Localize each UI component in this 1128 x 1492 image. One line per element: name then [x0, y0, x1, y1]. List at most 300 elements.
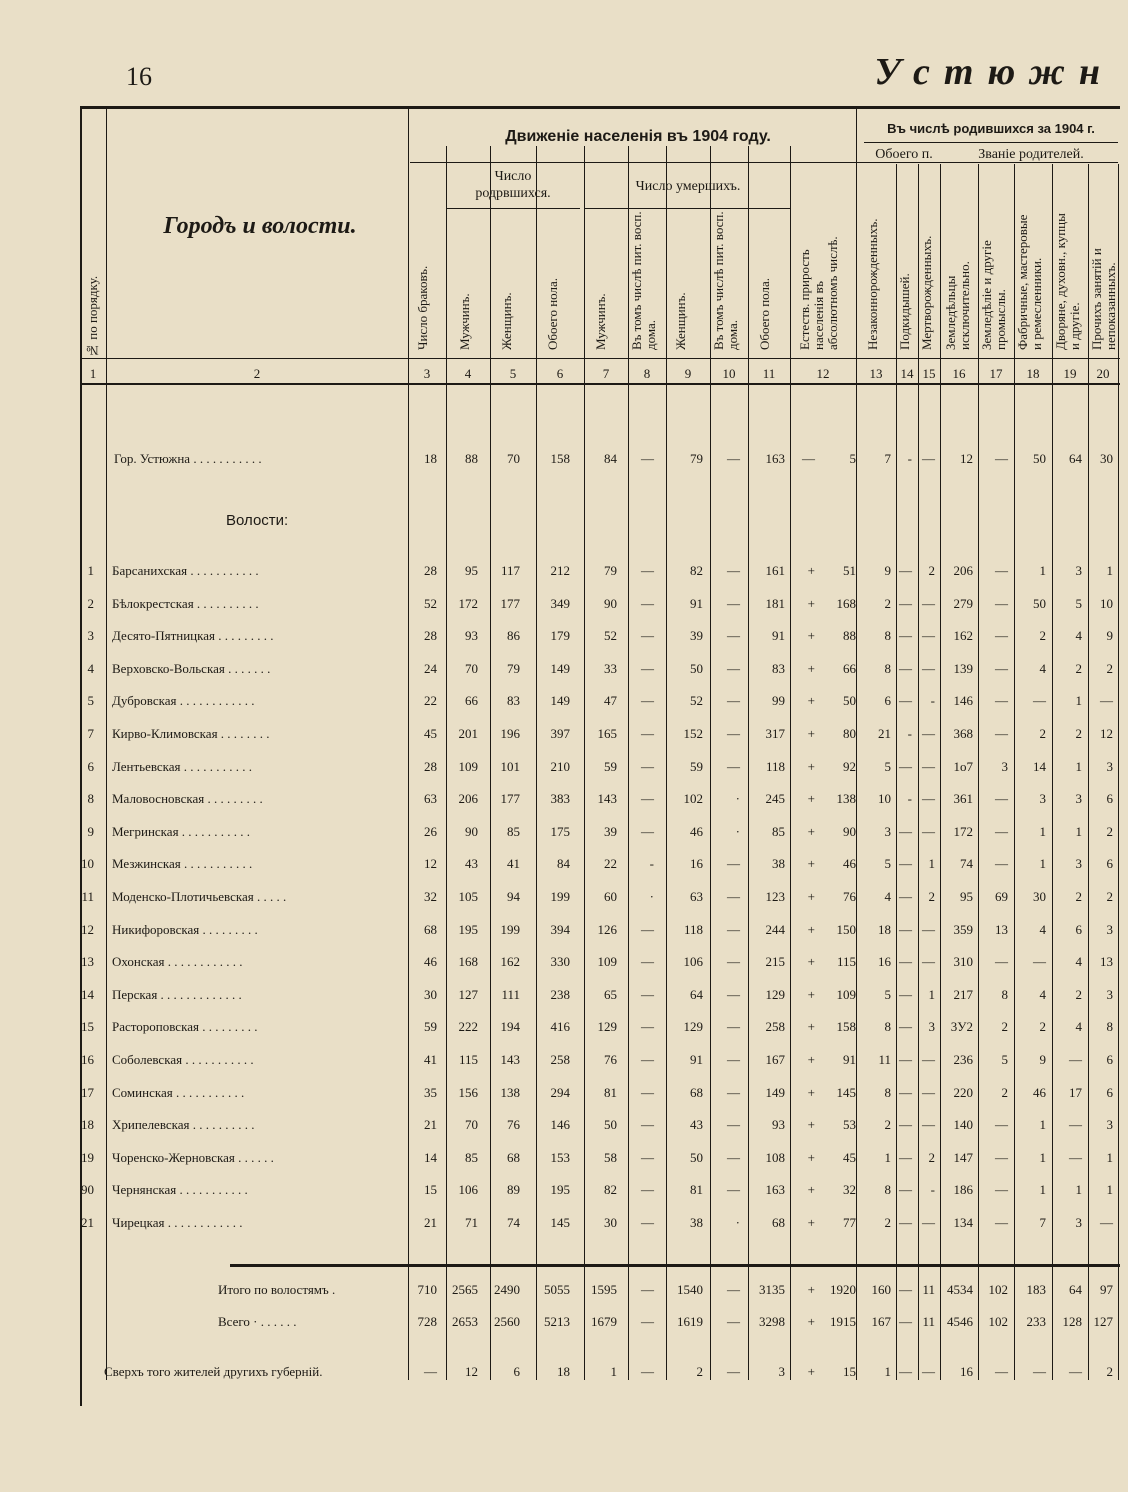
table-cell: — — [727, 1182, 740, 1198]
table-cell: 21 — [424, 1215, 437, 1230]
table-cell: 1920 — [830, 1282, 856, 1297]
table-cell: 172 — [458, 595, 478, 611]
row-name: Десято-Пятницкая . . . . . . . . . — [112, 628, 274, 644]
table-cell: 2 — [696, 1364, 703, 1379]
table-cell: 8 — [884, 1182, 891, 1198]
table-cell: 22 — [424, 693, 437, 709]
table-cell: 2 — [1001, 1084, 1008, 1100]
table-cell: 2 — [1039, 628, 1046, 644]
table-cell: — — [1033, 693, 1046, 709]
table-cell: 2 — [928, 889, 935, 904]
row-name: Маловосновская . . . . . . . . . — [112, 791, 263, 807]
table-cell: 38 — [772, 856, 785, 872]
table-cell: — — [641, 1282, 654, 1297]
table-cell: 165 — [597, 726, 617, 741]
table-cell: 106 — [458, 1182, 478, 1198]
table-cell: — — [899, 1117, 912, 1133]
table-cell: 1 — [884, 1149, 891, 1165]
table-cell: 66 — [843, 660, 856, 676]
table-cell: 106 — [683, 954, 703, 970]
table-cell: · — [735, 823, 740, 839]
table-cell: 80 — [843, 726, 856, 741]
column-header: Земледѣліе и другіе промыслы. — [979, 240, 1008, 350]
table-cell: 4 — [1075, 628, 1082, 644]
table-cell: 143 — [597, 791, 617, 807]
table-cell: 1 — [1075, 693, 1082, 709]
table-cell: 5 — [1075, 595, 1082, 611]
table-cell: + — [807, 791, 815, 807]
table-cell: 84 — [557, 856, 570, 872]
table-cell: 4 — [1039, 660, 1046, 676]
table-cell: 35 — [424, 1084, 437, 1100]
table-cell: 2 — [1075, 986, 1082, 1002]
table-cell: — — [995, 693, 1008, 709]
header-region: Городъ и волости. — [163, 213, 357, 239]
table-cell: 181 — [765, 595, 785, 611]
table-cell: 68 — [690, 1084, 703, 1100]
table-cell: 158 — [836, 1019, 856, 1035]
table-cell: 84 — [604, 451, 617, 466]
table-cell: — — [641, 1019, 654, 1035]
row-number: 1 — [87, 563, 94, 578]
row-number: 19 — [81, 1149, 94, 1165]
table-cell: 279 — [953, 595, 973, 611]
column-number: 6 — [556, 366, 564, 381]
table-cell: 5055 — [544, 1282, 570, 1297]
table-cell: 2 — [1106, 1364, 1113, 1379]
table-cell: 317 — [765, 726, 785, 741]
row-name: Всего · . . . . . . — [218, 1314, 297, 1329]
table-cell: — — [727, 693, 740, 709]
table-cell: — — [995, 1182, 1008, 1198]
table-cell: 710 — [417, 1282, 437, 1297]
table-cell: 8 — [884, 660, 891, 676]
table-cell: 58 — [604, 1149, 617, 1165]
table-cell: 129 — [683, 1019, 703, 1035]
column-number: 4 — [464, 366, 472, 381]
row-name: Верховско-Вольская . . . . . . . — [112, 660, 271, 676]
table-cell: — — [995, 563, 1008, 578]
header-rule — [80, 358, 1120, 359]
table-cell: 168 — [836, 595, 856, 611]
table-cell: - — [649, 856, 654, 872]
table-cell: 4 — [884, 889, 891, 904]
table-cell: 6 — [884, 693, 891, 709]
table-cell: — — [995, 1149, 1008, 1165]
table-cell: — — [641, 1215, 654, 1230]
table-cell: 88 — [465, 451, 478, 466]
table-cell: — — [641, 823, 654, 839]
table-cell: 30 — [1033, 889, 1046, 904]
table-cell: 70 — [465, 1117, 478, 1133]
table-cell: 233 — [1026, 1314, 1046, 1329]
table-cell: 109 — [597, 954, 617, 970]
row-number: 13 — [81, 954, 94, 970]
table-cell: 85 — [465, 1149, 478, 1165]
table-cell: 59 — [690, 758, 703, 774]
table-cell: 60 — [604, 889, 617, 904]
table-cell: 330 — [550, 954, 570, 970]
table-cell: 33 — [604, 660, 617, 676]
table-cell: + — [807, 1215, 815, 1230]
column-number: 1 — [89, 366, 97, 381]
table-cell: + — [807, 1084, 815, 1100]
table-cell: — — [641, 791, 654, 807]
table-cell: 2 — [1106, 889, 1113, 904]
table-cell: 175 — [550, 823, 570, 839]
row-name: Чоренско-Жерновская . . . . . . — [112, 1149, 274, 1165]
table-cell: 150 — [836, 921, 856, 937]
table-cell: 163 — [765, 1182, 785, 1198]
table-cell: 64 — [690, 986, 703, 1002]
table-cell: 21 — [878, 726, 891, 741]
table-cell: 177 — [500, 595, 520, 611]
table-cell: 349 — [550, 595, 570, 611]
table-cell: — — [899, 1282, 912, 1297]
table-cell: 3 — [1075, 563, 1082, 578]
table-cell: · — [649, 889, 654, 904]
table-cell: 118 — [765, 758, 785, 774]
table-cell: 6 — [1106, 1052, 1113, 1067]
table-cell: — — [922, 758, 935, 774]
table-cell: 39 — [604, 823, 617, 839]
table-cell: 1595 — [591, 1282, 617, 1297]
table-cell: 115 — [458, 1052, 478, 1067]
table-cell: 3298 — [759, 1314, 785, 1329]
table-cell: 115 — [836, 954, 856, 970]
table-cell: 258 — [550, 1052, 570, 1067]
table-cell: 93 — [772, 1117, 785, 1133]
table-cell: 1 — [1039, 563, 1046, 578]
table-cell: 81 — [604, 1084, 617, 1100]
table-cell: 24 — [424, 660, 437, 676]
table-cell: — — [727, 628, 740, 644]
row-number: 12 — [81, 921, 94, 937]
table-cell: 3135 — [759, 1282, 785, 1297]
table-cell: 79 — [507, 660, 520, 676]
table-cell: — — [899, 823, 912, 839]
table-cell: — — [641, 628, 654, 644]
table-cell: — — [899, 628, 912, 644]
row-name: Лентьевская . . . . . . . . . . . — [112, 758, 253, 774]
column-number: 8 — [643, 366, 651, 381]
row-name: Никифоровская . . . . . . . . . — [112, 921, 258, 937]
table-cell: 3 — [1039, 791, 1046, 807]
table-cell: 1915 — [830, 1314, 856, 1329]
table-cell: 46 — [1033, 1084, 1046, 1100]
column-header: Женщинъ. — [499, 292, 514, 350]
table-cell: 1 — [928, 986, 935, 1002]
column-number: 7 — [602, 366, 610, 381]
row-number: 6 — [87, 758, 94, 774]
table-cell: 394 — [550, 921, 570, 937]
row-number: 4 — [87, 660, 94, 676]
table-cell: 245 — [765, 791, 785, 807]
table-cell: 167 — [765, 1052, 785, 1067]
row-number: 14 — [81, 986, 94, 1002]
table-cell: 3 — [884, 823, 891, 839]
table-cell: — — [641, 1314, 654, 1329]
table-cell: 30 — [424, 986, 437, 1002]
table-cell: 18 — [557, 1364, 570, 1379]
table-cell: 92 — [843, 758, 856, 774]
table-cell: — — [727, 726, 740, 741]
table-cell: 3 — [1106, 921, 1113, 937]
table-cell: 38 — [690, 1215, 703, 1230]
table-cell: 8 — [1106, 1019, 1113, 1035]
table-cell: 63 — [424, 791, 437, 807]
table-cell: 1 — [1106, 563, 1113, 578]
table-cell: — — [899, 1019, 912, 1035]
column-rule — [106, 108, 107, 1380]
table-cell: 194 — [500, 1019, 520, 1035]
table-cell: 5 — [884, 986, 891, 1002]
table-cell: 1679 — [591, 1314, 617, 1329]
column-number: 10 — [722, 366, 736, 381]
row-number: 90 — [81, 1182, 94, 1198]
table-cell: 149 — [765, 1084, 785, 1100]
table-cell: 3 — [1106, 758, 1113, 774]
table-cell: 46 — [690, 823, 703, 839]
table-cell: 2 — [1106, 823, 1113, 839]
table-cell: 45 — [843, 1149, 856, 1165]
table-cell: - — [907, 791, 912, 807]
table-cell: — — [995, 856, 1008, 872]
table-cell: 160 — [871, 1282, 891, 1297]
table-cell: 168 — [458, 954, 478, 970]
table-cell: — — [899, 1364, 912, 1379]
table-cell: — — [641, 1149, 654, 1165]
column-number: 17 — [989, 366, 1003, 381]
table-cell: 162 — [953, 628, 973, 644]
table-cell: — — [922, 628, 935, 644]
table-cell: + — [807, 1314, 815, 1329]
column-rule — [1118, 164, 1119, 1380]
column-header: Мертворожденныхъ. — [919, 235, 934, 350]
table-cell: 5213 — [544, 1314, 570, 1329]
table-cell: 134 — [953, 1215, 973, 1230]
row-name: Гор. Устюжна . . . . . . . . . . . — [114, 451, 262, 466]
table-cell: 179 — [550, 628, 570, 644]
table-cell: 109 — [458, 758, 478, 774]
table-cell: 206 — [953, 563, 973, 578]
table-cell: 310 — [953, 954, 973, 970]
table-cell: 2 — [1075, 889, 1082, 904]
table-cell: 163 — [765, 451, 785, 466]
table-cell: — — [899, 693, 912, 709]
table-cell: 17 — [1069, 1084, 1082, 1100]
header-parents-rank: Званіе родителей. — [978, 147, 1084, 162]
column-header: Обоего нола. — [545, 278, 560, 350]
table-cell: 215 — [765, 954, 785, 970]
table-cell: 210 — [550, 758, 570, 774]
row-name: Мезжинская . . . . . . . . . . . — [112, 856, 253, 872]
table-cell: 16 — [878, 954, 891, 970]
row-name: Барсанихская . . . . . . . . . . . — [112, 563, 259, 578]
table-cell: 52 — [690, 693, 703, 709]
table-cell: 8 — [884, 628, 891, 644]
table-cell: — — [424, 1364, 437, 1379]
table-cell: 11 — [878, 1052, 891, 1067]
table-cell: 66 — [465, 693, 478, 709]
table-cell: — — [727, 451, 740, 466]
table-cell: 101 — [500, 758, 520, 774]
row-number: 2 — [87, 595, 94, 611]
row-number: 11 — [81, 889, 94, 904]
table-cell: 195 — [550, 1182, 570, 1198]
table-cell: - — [930, 693, 935, 709]
table-cell: 81 — [690, 1182, 703, 1198]
table-cell: 77 — [843, 1215, 856, 1230]
table-cell: 41 — [507, 856, 520, 872]
table-cell: — — [641, 595, 654, 611]
table-cell: 43 — [465, 856, 478, 872]
table-cell: - — [930, 1182, 935, 1198]
table-cell: + — [807, 1182, 815, 1198]
row-name: Кирво-Климовская . . . . . . . . — [112, 726, 270, 741]
table-cell: 102 — [988, 1282, 1008, 1297]
table-cell: — — [641, 954, 654, 970]
table-cell: 50 — [843, 693, 856, 709]
row-number: 7 — [87, 726, 94, 741]
table-cell: 1о7 — [953, 758, 973, 774]
table-cell: — — [641, 1182, 654, 1198]
table-cell: 21 — [424, 1117, 437, 1133]
table-cell: 102 — [683, 791, 703, 807]
table-cell: — — [1069, 1364, 1082, 1379]
table-cell: + — [807, 823, 815, 839]
table-cell: 8 — [884, 1019, 891, 1035]
table-cell: 14 — [424, 1149, 437, 1165]
table-cell: — — [899, 660, 912, 676]
table-cell: 3 — [1001, 758, 1008, 774]
table-cell: — — [922, 660, 935, 676]
table-cell: 28 — [424, 758, 437, 774]
table-cell: 39 — [690, 628, 703, 644]
table-cell: 85 — [772, 823, 785, 839]
table-cell: 68 — [772, 1215, 785, 1230]
table-cell: 12 — [1100, 726, 1113, 741]
table-cell: — — [899, 1084, 912, 1100]
column-number: 20 — [1096, 366, 1110, 381]
table-cell: — — [1069, 1117, 1082, 1133]
header-births-group: Число родрвшихся. — [475, 169, 551, 201]
table-cell: + — [807, 660, 815, 676]
table-cell: — — [641, 693, 654, 709]
table-cell: 13 — [995, 921, 1008, 937]
table-cell: 129 — [765, 986, 785, 1002]
row-number: 5 — [87, 693, 94, 709]
table-cell: — — [899, 758, 912, 774]
table-cell: 6 — [1106, 1084, 1113, 1100]
table-cell: + — [807, 628, 815, 644]
table-cell: · — [735, 791, 740, 807]
table-cell: 5 — [884, 758, 891, 774]
table-cell: — — [1033, 954, 1046, 970]
column-number: 14 — [900, 366, 914, 381]
table-cell: 59 — [604, 758, 617, 774]
table-cell: — — [922, 726, 935, 741]
table-cell: 199 — [500, 921, 520, 937]
table-cell: 82 — [690, 563, 703, 578]
table-cell: - — [907, 451, 912, 466]
table-cell: 2 — [928, 563, 935, 578]
table-cell: — — [995, 1364, 1008, 1379]
table-cell: — — [727, 1052, 740, 1067]
header-rule — [80, 383, 1120, 385]
row-name: Итого по волостямъ . — [218, 1282, 336, 1297]
table-cell: 50 — [690, 1149, 703, 1165]
table-cell: — — [899, 1149, 912, 1165]
table-cell: — — [727, 1282, 740, 1297]
table-cell: 46 — [843, 856, 856, 872]
table-cell: — — [995, 791, 1008, 807]
table-cell: — — [995, 954, 1008, 970]
table-cell: 90 — [843, 823, 856, 839]
table-cell: — — [727, 921, 740, 937]
table-cell: — — [641, 726, 654, 741]
table-cell: 1 — [1075, 758, 1082, 774]
table-cell: 91 — [843, 1052, 856, 1067]
column-number: 5 — [509, 366, 517, 381]
section-label: Волости: — [226, 512, 289, 529]
table-cell: 7 — [1039, 1215, 1046, 1230]
table-cell: — — [641, 986, 654, 1002]
table-cell: 199 — [550, 889, 570, 904]
table-cell: 50 — [690, 660, 703, 676]
row-number: 9 — [87, 823, 94, 839]
row-number: 10 — [81, 856, 94, 872]
table-cell: 9 — [1106, 628, 1113, 644]
table-cell: 6 — [513, 1364, 520, 1379]
table-cell: — — [1100, 1215, 1113, 1230]
table-cell: 368 — [953, 726, 973, 741]
table-cell: — — [922, 921, 935, 937]
table-cell: — — [995, 1117, 1008, 1133]
table-cell: 294 — [550, 1084, 570, 1100]
table-cell: 109 — [836, 986, 856, 1002]
table-cell: 88 — [843, 628, 856, 644]
table-cell: 12 — [424, 856, 437, 872]
table-cell: 212 — [550, 563, 570, 578]
table-cell: 79 — [604, 563, 617, 578]
table-cell: 2 — [1106, 660, 1113, 676]
table-cell: 53 — [843, 1117, 856, 1133]
table-cell: 102 — [988, 1314, 1008, 1329]
table-cell: 1 — [1039, 856, 1046, 872]
table-cell: 206 — [458, 791, 478, 807]
table-cell: 118 — [683, 921, 703, 937]
column-number: 18 — [1026, 366, 1040, 381]
table-cell: 52 — [604, 628, 617, 644]
table-cell: 383 — [550, 791, 570, 807]
table-cell: 14 — [1033, 758, 1046, 774]
table-cell: 74 — [960, 856, 973, 872]
table-cell: 4546 — [947, 1314, 973, 1329]
table-cell: — — [727, 1364, 740, 1379]
table-cell: 126 — [597, 921, 617, 937]
table-cell: 5 — [884, 856, 891, 872]
table-cell: — — [641, 563, 654, 578]
table-cell: - — [907, 726, 912, 741]
table-cell: 2 — [884, 1215, 891, 1230]
column-header: Обоего пола. — [757, 278, 772, 350]
table-cell: 41 — [424, 1052, 437, 1067]
table-cell: 11 — [922, 1314, 935, 1329]
table-cell: — — [1033, 1364, 1046, 1379]
table-cell: 6 — [1106, 856, 1113, 872]
table-cell: 51 — [843, 563, 856, 578]
